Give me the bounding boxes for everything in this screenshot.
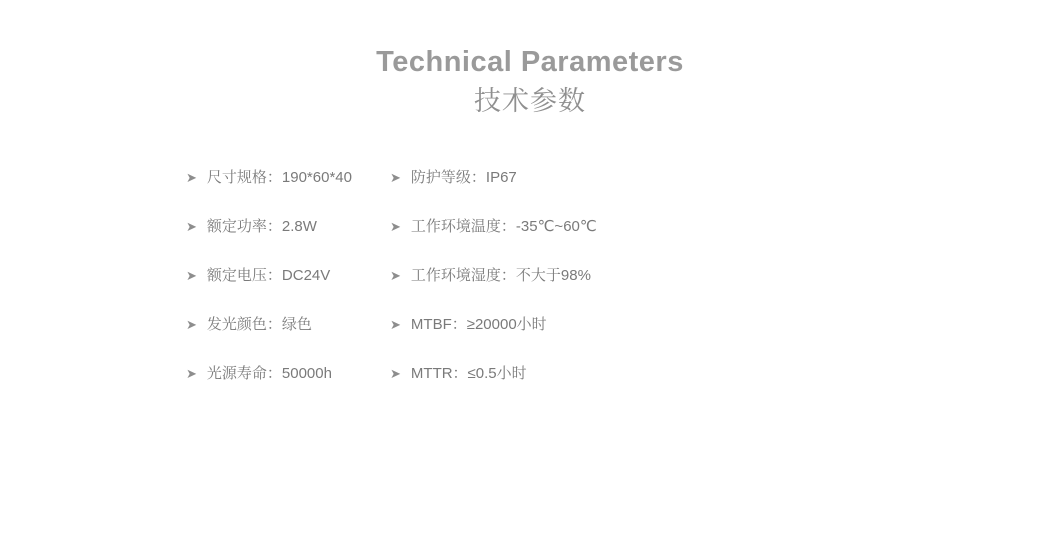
page-header: [0, 0, 1060, 119]
spec-label: 工作环境温度：-35℃~60℃: [410, 218, 597, 235]
spec-label: MTTR：≤0.5小时: [410, 365, 527, 382]
page-title-cn: 技术参数: [474, 86, 586, 117]
arrow-bullet-icon: ➤: [186, 317, 197, 332]
specifications-list: [0, 168, 1060, 413]
arrow-bullet-icon: ➤: [390, 170, 401, 185]
arrow-bullet-icon: ➤: [390, 317, 401, 332]
arrow-bullet-icon: ➤: [186, 219, 197, 234]
spec-label: 额定功率：2.8W: [206, 218, 317, 235]
spec-label: 尺寸规格：190*60*40: [206, 169, 352, 186]
arrow-bullet-icon: ➤: [390, 268, 401, 283]
arrow-bullet-icon: ➤: [390, 366, 401, 381]
list-item: [390, 217, 890, 266]
list-item: [186, 364, 390, 413]
list-item: [186, 266, 390, 315]
spec-label: 光源寿命：50000h: [206, 365, 332, 382]
list-item: [390, 168, 890, 217]
arrow-bullet-icon: ➤: [186, 268, 197, 283]
list-item: [186, 217, 390, 266]
list-item: [390, 364, 890, 413]
list-item: [186, 315, 390, 364]
spec-column-left: [0, 168, 390, 413]
spec-label: MTBF：≥20000小时: [410, 316, 547, 333]
list-item: [390, 266, 890, 315]
list-item: [186, 168, 390, 217]
spec-label: 工作环境湿度：不大于98%: [410, 267, 591, 284]
arrow-bullet-icon: ➤: [186, 366, 197, 381]
spec-label: 防护等级：IP67: [410, 169, 517, 186]
spec-label: 额定电压：DC24V: [206, 267, 331, 284]
page-title-en: Technical Parameters: [376, 46, 684, 78]
list-item: [390, 315, 890, 364]
arrow-bullet-icon: ➤: [186, 170, 197, 185]
spec-label: 发光颜色：绿色: [206, 316, 312, 333]
arrow-bullet-icon: ➤: [390, 219, 401, 234]
spec-column-right: [390, 168, 890, 413]
